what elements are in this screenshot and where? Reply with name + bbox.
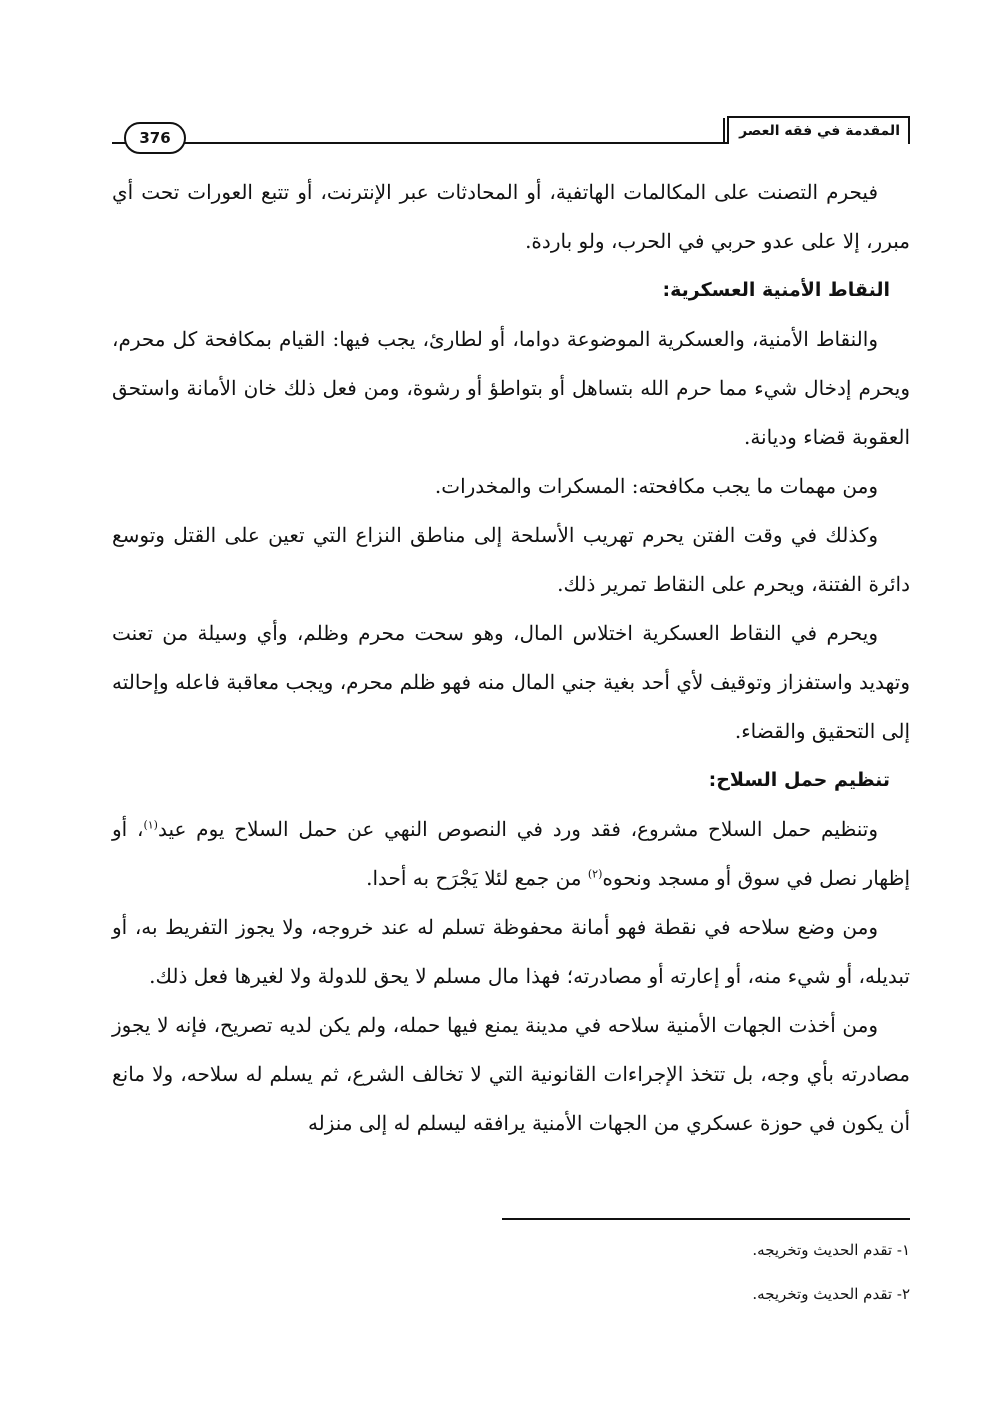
book-title: المقدمة في فقه العصر: [727, 116, 910, 144]
page-number: 376: [124, 122, 186, 154]
paragraph-deposited-weapon: ومن وضع سلاحه في نقطة فهو أمانة محفوظة تسلم له عند خروجه، ولا يجوز التفريط به، أو تبديله، أو شيء منه، أو إعارته أو مصادرته؛ فهذا مال مسلم لا يحق للدولة ولا لغيرها فعل ذلك.: [112, 915, 910, 988]
regulation-text-part3: من جمع لئلا يَجْرَح به أحدا.: [366, 866, 588, 890]
paragraph-checkpoints-duties: والنقاط الأمنية، والعسكرية الموضوعة دواما، أو لطارئ، يجب فيها: القيام بمكافحة كل محرم، ويحرم إدخال شيء مما حرم الله بتساهل أو بتواطؤ أو رشوة، ومن فعل ذلك خان الأمانة واستحق العقوبة قضاء وديانة.: [112, 327, 910, 449]
paragraph-weapons-smuggling: وكذلك في وقت الفتن يحرم تهريب الأسلحة إلى مناطق النزاع التي تعين على القتل وتوسع دائرة الفتنة، ويحرم على النقاط تمرير ذلك.: [112, 523, 910, 596]
paragraph-confiscation: ومن أخذت الجهات الأمنية سلاحه في مدينة يمنع فيها حمله، ولم يكن لديه تصريح، فإنه لا يجوز مصادرته بأي وجه، بل تتخذ الإجراءات القانونية التي لا تخالف الشرع، ثم يسلم له سلاحه، ولا مانع أن يكون في حوزة عسكري من الجهات الأمنية يرافقه ليسلم له إلى منزله: [112, 1013, 910, 1135]
footnote-2: ٢- تقدم الحديث وتخريجه.: [752, 1285, 910, 1303]
footnote-rule: [502, 1218, 910, 1220]
page-header: [112, 112, 910, 152]
paragraph-weapons-regulation: [112, 805, 910, 903]
heading-weapons-regulation: تنظيم حمل السلاح:: [708, 769, 890, 791]
body-text: [112, 168, 910, 1148]
paragraph-surveillance: فيحرم التصنت على المكالمات الهاتفية، أو المحادثات عبر الإنترنت، أو تتبع العورات تحت أي مبرر، إلا على عدو حربي في الحرب، ولو باردة.: [112, 180, 910, 253]
footnote-1: ١- تقدم الحديث وتخريجه.: [752, 1241, 910, 1259]
regulation-text-part2: ، أو إظهار نصل في سوق أو مسجد ونحوه: [112, 817, 910, 890]
paragraph-drugs: ومن مهمات ما يجب مكافحته: المسكرات والمخدرات.: [434, 474, 878, 498]
regulation-text-part1: وتنظيم حمل السلاح مشروع، فقد ورد في النصوص النهي عن حمل السلاح يوم عيد: [157, 817, 878, 841]
paragraph-embezzlement: ويحرم في النقاط العسكرية اختلاس المال، وهو سحت محرم وظلم، وأي وسيلة من تعنت وتهديد واستفزاز وتوقيف لأي أحد بغية جني المال منه فهو ظلم محرم، ويجب معاقبة فاعله وإحالته إلى التحقيق والقضاء.: [112, 621, 910, 743]
footnote-ref-1: (١): [143, 818, 158, 832]
footnote-ref-2: (٢): [587, 867, 603, 881]
footnotes: [112, 1228, 910, 1316]
heading-security-checkpoints: النقاط الأمنية العسكرية:: [662, 279, 890, 301]
